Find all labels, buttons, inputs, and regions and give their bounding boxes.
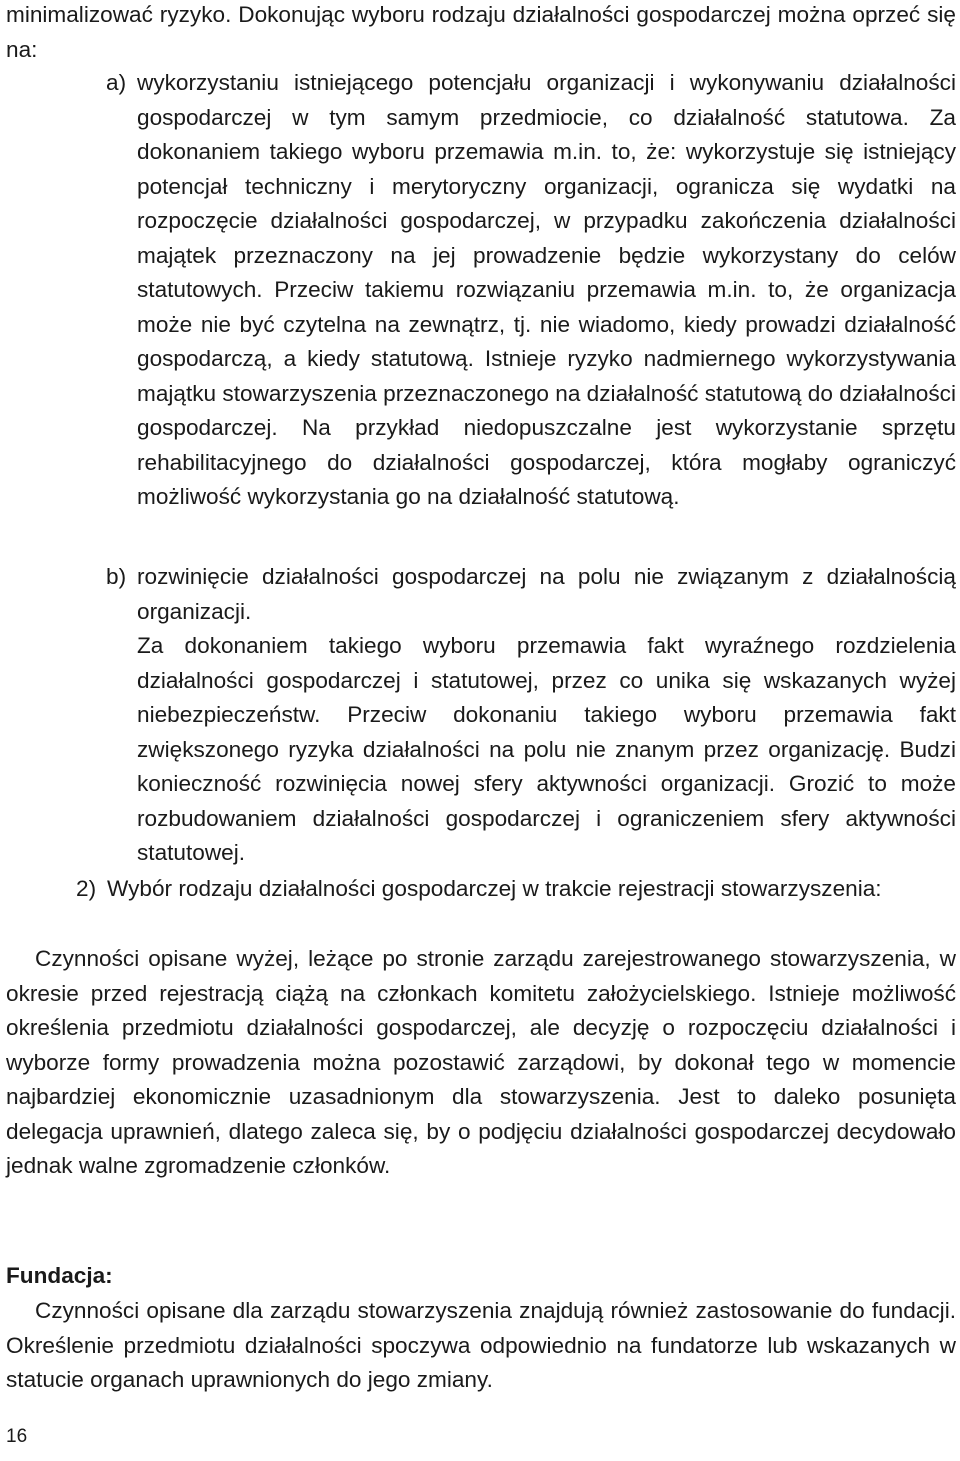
list-item-a: wykorzystaniu istniejącego potencjału organizacji i wykonywaniu działalności gospodarczej w tym samym przedmiocie, co działalność statutowa. Za dokonaniem takiego wyboru przemawia m.in. to, że: wykorzystuje się istniejący potencjał techniczny i merytoryczny organizacji, ogranicza się wydatki na rozpoczęcie działalności gospodarczej, w przypadku zakończenia działalności majątek przeznaczony na jej prowadzenie będzie wykorzystany do celów statutowych. Przeciw takiemu rozwiązaniu przemawia m.in. to, że organizacja może nie być czytelna na zewnątrz, tj. nie wiadomo, kiedy prowadzi działalność gospodarczą, a kiedy statutową. Istnieje ryzyko nadmiernego wykorzystywania majątku stowarzyszenia przeznaczonego na działalność statutową do działalności gospodarczej. Na przykład niedopuszczalne jest wykorzystanie sprzętu rehabilitacyjnego do działalności gospodarczej, która mogłaby ograniczyć możliwość wykorzystania go na działalność statutową.	[137, 70, 956, 509]
list-item-2: Wybór rodzaju działalności gospodarczej w trakcie rejestracji stowarzyszenia:	[107, 876, 882, 901]
list-marker-b: b)	[106, 564, 127, 589]
foundation-heading: Fundacja:	[6, 1263, 113, 1288]
page-number: 16	[6, 1426, 28, 1447]
list-item-b: rozwinięcie działalności gospodarczej na polu nie związanym z działalnością organizacji.	[137, 564, 956, 624]
list-marker-2: 2)	[76, 876, 97, 901]
list-marker-a: a)	[106, 70, 127, 95]
intro-paragraph: minimalizować ryzyko. Dokonując wyboru rodzaju działalności gospodarczej można oprzeć się na:	[6, 2, 956, 62]
foundation-paragraph: Czynności opisane dla zarządu stowarzyszenia znajdują również zastosowanie do fundacji. Określenie przedmiotu działalności spoczywa odpowiednio na fundatorze lub wskazanych w statucie organach uprawnionych do jego zmiany.	[6, 1298, 956, 1392]
registration-paragraph: Czynności opisane wyżej, leżące po stronie zarządu zarejestrowanego stowarzyszenia, w okresie przed rejestracją ciążą na członkach komitetu założycielskiego. Istnieje możliwość określenia przedmiotu działalności gospodarczej, ale decyzję o rozpoczęciu działalności i wyborze formy prowadzenia można pozostawić zarządowi, by dokonał tego w momencie najbardziej ekonomicznie uzasadnionym dla stowarzyszenia. Jest to daleko posunięta delegacja uprawnień, dlatego zaleca się, by o podjęciu działalności gospodarczej decydowało jednak walne zgromadzenie członków.	[6, 946, 956, 1178]
list-item-b-paragraph: Za dokonaniem takiego wyboru przemawia fakt wyraźnego rozdzielenia działalności gospodarczej i statutowej, przez co unika się wskazanych wyżej niebezpieczeństw. Przeciw dokonaniu takiego wyboru przemawia fakt zwiększonego ryzyka działalności na polu nie znanym przez organizację. Budzi konieczność rozwinięcia nowej sfery aktywności organizacji. Grozić to może rozbudowaniem działalności gospodarczej i ograniczeniem sfery aktywności statutowej.	[137, 633, 956, 865]
